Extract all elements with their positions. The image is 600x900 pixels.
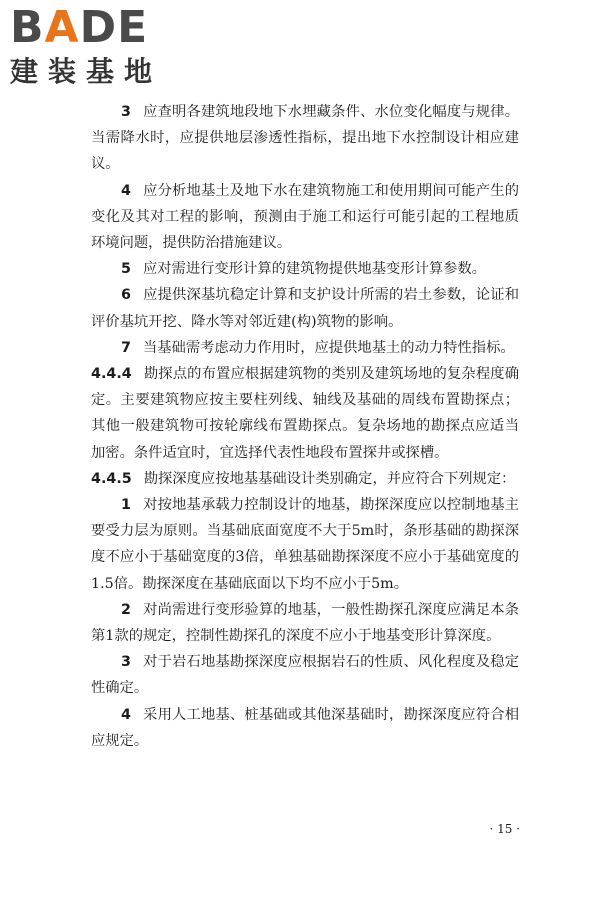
- page-number: · 15 ·: [489, 822, 520, 836]
- list-item: 5 应对需进行变形计算的建筑物提供地基变形计算参数。: [121, 261, 487, 278]
- bade-logo: [10, 2, 180, 88]
- list-item: 6 应提供深基坑稳定计算和支护设计所需的岩土参数，论证和评价基坑开挖、降水等对邻近建(构)筑物的影响。: [91, 287, 519, 330]
- list-item: 2 对尚需进行变形验算的地基，一般性勘探孔深度应满足本条第1款的规定，控制性勘探孔的深度不应小于地基变形计算深度。: [91, 601, 519, 645]
- list-item: 3 对于岩石地基勘探深度应根据岩石的性质、风化程度及稳定性确定。: [91, 654, 519, 697]
- logo-wordmark: BADE: [10, 2, 149, 53]
- document-body: [91, 99, 519, 754]
- list-item: 4 采用人工地基、桩基础或其他深基础时，勘探深度应符合相应规定。: [91, 706, 519, 749]
- clause-4-4-5: 4.4.5 勘探深度应按地基基础设计类别确定，并应符合下列规定：: [91, 470, 516, 487]
- list-item: 7 当基础需考虑动力作用时，应提供地基土的动力特性指标。: [121, 339, 515, 356]
- list-item: 4 应分析地基土及地下水在建筑物施工和使用期间可能产生的变化及其对工程的影响，预测由于施工和运行可能引起的工程地质环境问题，提供防治措施建议。: [91, 182, 519, 252]
- logo-subtitle: 建装基地: [10, 55, 163, 88]
- list-item: 3 应查明各建筑地段地下水埋藏条件、水位变化幅度与规律。当需降水时，应提供地层渗透性指标，提出地下水控制设计相应建议。: [91, 104, 519, 173]
- clause-4-4-4: 4.4.4 勘探点的布置应根据建筑物的类别及建筑场地的复杂程度确定。主要建筑物应按主要柱列线、轴线及基础的周线布置勘探点；其他一般建筑物可按轮廓线布置勘探点。复杂场地的勘探点应适当加密。条件适宜时，宜选择代表性地段布置探井或探槽。: [91, 366, 519, 461]
- list-item: 1 对按地基承载力控制设计的地基，勘探深度应以控制地基主要受力层为原则。当基础底面宽度不大于5m时，条形基础的勘探深度不应小于基础宽度的3倍，单独基础勘探深度不应小于基础宽度的1.5倍。勘探深度在基础底面以下均不应小于5m。: [91, 497, 519, 592]
